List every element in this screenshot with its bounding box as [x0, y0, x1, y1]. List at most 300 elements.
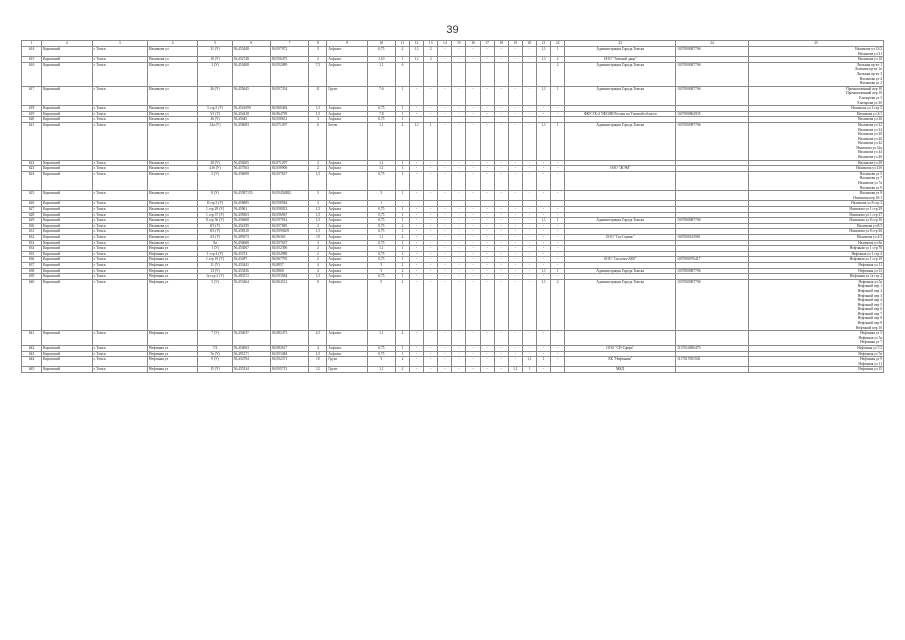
table-cell: - — [508, 357, 522, 367]
table-cell: Нахимова ул — [148, 160, 198, 166]
table-cell — [748, 357, 883, 367]
column-header: 19 — [508, 41, 522, 47]
table-cell: - — [438, 351, 452, 357]
table-cell: - — [480, 207, 494, 213]
table-cell: - — [508, 279, 522, 331]
table-cell: Асфальт — [327, 111, 367, 117]
table-cell: 84,9590409 — [270, 229, 308, 235]
table-cell: Нахимова ул 41б — [748, 166, 883, 172]
table-cell: 1 стр 19 (У) — [198, 257, 232, 263]
table-cell: 5 (У) — [198, 171, 232, 190]
table-cell: 0,75 — [367, 117, 395, 123]
table-cell: - — [452, 122, 466, 160]
table-cell: 56,4541699 — [232, 106, 270, 112]
table-cell: 0,75 — [367, 240, 395, 246]
table-cell: - — [537, 212, 551, 218]
table-cell: - — [551, 346, 565, 352]
table-cell: - — [410, 229, 424, 235]
table-cell: - — [494, 229, 508, 235]
table-cell: Нефтяная ул — [148, 257, 198, 263]
table-cell: 614 — [22, 47, 42, 57]
table-cell: г. Томск — [92, 257, 147, 263]
table-cell: - — [508, 234, 522, 240]
table-cell: 1,1 — [537, 268, 551, 274]
table-cell: Нахимова ул — [148, 218, 198, 224]
table-cell: - — [466, 223, 480, 229]
table-cell: Кировский — [42, 279, 92, 331]
cell-line: Лыткина пр-кт 1в — [854, 67, 882, 72]
page-number: 39 — [446, 24, 459, 36]
table-cell: 56,456668 — [232, 218, 270, 224]
table-cell: Кировский — [42, 106, 92, 112]
table-cell: 1,5 — [309, 207, 327, 213]
table-cell: - — [551, 207, 565, 213]
table-cell: - — [494, 357, 508, 367]
table-cell: 1,1 — [367, 367, 395, 373]
table-cell: 1 — [551, 268, 565, 274]
column-header: 17 — [480, 41, 494, 47]
column-header: 25 — [748, 41, 883, 47]
table-cell: - — [551, 166, 565, 172]
table-cell: - — [480, 346, 494, 352]
table-cell: 1 — [395, 346, 409, 352]
table-cell: 3 — [309, 201, 327, 207]
table-cell: - — [480, 106, 494, 112]
table-cell: 2 — [309, 223, 327, 229]
table-cell: 1,1 — [537, 122, 551, 160]
table-cell: г. Томск — [92, 229, 147, 235]
table-cell: - — [424, 268, 438, 274]
table-cell: - — [537, 223, 551, 229]
column-header: 3 — [92, 41, 147, 47]
column-header: 8 — [309, 41, 327, 47]
table-cell: 1,1 — [508, 367, 522, 373]
table-cell: 1047000165981 — [676, 234, 749, 240]
table-cell: - — [522, 111, 536, 117]
table-cell: 1 — [522, 367, 536, 373]
cell-line: Нефтяной пер 2 — [857, 288, 882, 293]
table-cell: 84,952989 — [270, 251, 308, 257]
table-cell: 56,453067 — [232, 246, 270, 252]
table-cell — [410, 62, 424, 86]
table-cell: - — [508, 223, 522, 229]
table-cell: 1,1 — [367, 331, 395, 346]
table-cell: - — [452, 223, 466, 229]
table-cell: - — [537, 351, 551, 357]
table-cell: - — [424, 111, 438, 117]
table-cell: Асфальт — [327, 218, 367, 224]
table-cell: 625 — [22, 191, 42, 201]
table-cell: - — [508, 47, 522, 57]
table-cell: Кировский — [42, 111, 92, 117]
table-cell: г. Томск — [92, 251, 147, 257]
table-cell: Нахимова ул 10 — [748, 57, 883, 63]
table-cell: - — [424, 223, 438, 229]
table-cell: Нахимова ул 1 стр 37 — [748, 212, 883, 218]
table-cell: 6 — [395, 62, 409, 86]
table-cell: 84,957657 — [270, 240, 308, 246]
table-cell: 84,952396 — [270, 246, 308, 252]
table-cell: 2 — [395, 262, 409, 268]
table-cell: Кировский — [42, 117, 92, 123]
table-cell: 56,45374 — [232, 251, 270, 257]
table-cell: Кировский — [42, 246, 92, 252]
table-cell: г. Томск — [92, 279, 147, 331]
table-cell: 1,5 — [309, 106, 327, 112]
table-cell: - — [508, 240, 522, 246]
table-cell: 56,45961 — [232, 207, 270, 213]
table-cell: - — [537, 111, 551, 117]
table-cell: Кировский — [42, 218, 92, 224]
table-cell: г. Томск — [92, 201, 147, 207]
table-cell: 2 — [395, 367, 409, 373]
table-cell: 84,957334 — [270, 86, 308, 105]
table-cell: - — [410, 240, 424, 246]
table-cell: - — [537, 166, 551, 172]
table-cell: 8 стр 36 (У) — [198, 218, 232, 224]
table-cell: 5 — [367, 279, 395, 331]
table-cell: - — [480, 251, 494, 257]
table-cell: Асфальт — [327, 223, 367, 229]
table-cell: - — [424, 171, 438, 190]
table-cell: - — [466, 346, 480, 352]
table-cell: - — [494, 160, 508, 166]
table-cell: - — [494, 346, 508, 352]
table-cell: Кировский — [42, 251, 92, 257]
table-cell: Нефтяная ул 1 стр 70 — [748, 246, 883, 252]
cell-line: Нефтяной пер 8 — [857, 316, 882, 321]
cell-line: Нефтяной пер 6 — [857, 307, 882, 312]
table-row — [22, 279, 884, 331]
table-cell: 2 — [309, 160, 327, 166]
table-cell: 1,1 — [537, 47, 551, 57]
table-cell: - — [522, 47, 536, 57]
table-cell: 1 — [395, 86, 409, 105]
table-cell: - — [438, 191, 452, 201]
table-cell: Нефтяная ул — [148, 279, 198, 331]
table-cell: 56,456699 — [232, 171, 270, 190]
table-cell: - — [522, 346, 536, 352]
table-cell: 1057000076417 — [676, 257, 749, 263]
cell-line: Нахимова ул 31/2 — [855, 47, 882, 51]
table-cell: - — [537, 229, 551, 235]
table-cell: Нахимова ул 4/3 — [748, 234, 883, 240]
table-cell: 56,454037 — [232, 331, 270, 346]
table-cell: 4 — [309, 346, 327, 352]
table-cell: - — [522, 106, 536, 112]
table-cell: 2 — [309, 57, 327, 63]
table-cell: - — [494, 331, 508, 346]
column-header: 1 — [22, 41, 42, 47]
table-cell: - — [508, 268, 522, 274]
cell-line: Нефтяной пер 4 — [857, 298, 882, 303]
table-cell: - — [410, 166, 424, 172]
table-cell: - — [537, 234, 551, 240]
table-cell: 633 — [22, 240, 42, 246]
table-cell: 0,75 — [367, 251, 395, 257]
table-cell: Нефтяная ул — [148, 251, 198, 257]
table-cell: - — [438, 212, 452, 218]
table-cell: - — [438, 234, 452, 240]
table-cell: - — [438, 47, 452, 57]
table-cell: - — [424, 212, 438, 218]
table-cell: - — [466, 218, 480, 224]
table-cell: - — [494, 111, 508, 117]
cell-line: Нахимова ул 8 — [859, 191, 882, 196]
table-cell: г. Томск — [92, 346, 147, 352]
table-cell: Кировский — [42, 257, 92, 263]
table-cell: - — [410, 351, 424, 357]
table-cell: Нахимова ул — [148, 166, 198, 172]
table-cell: 0,75 — [367, 257, 395, 263]
table-cell: - — [494, 57, 508, 63]
table-cell: 3 — [309, 240, 327, 246]
table-cell: 637 — [22, 262, 42, 268]
table-cell: Нахимова ул — [148, 212, 198, 218]
table-cell: г. Томск — [92, 171, 147, 190]
table-cell: 0,75 — [367, 223, 395, 229]
table-cell: - — [410, 106, 424, 112]
table-cell: - — [551, 246, 565, 252]
table-cell: г. Томск — [92, 240, 147, 246]
table-cell: Бетон — [327, 122, 367, 160]
table-cell: 636 — [22, 257, 42, 263]
table-cell: - — [452, 166, 466, 172]
table-cell: 3 стр 5 (У) — [198, 106, 232, 112]
table-cell: - — [494, 367, 508, 373]
table-cell: Нефтяная ул 1а стр 2 — [748, 274, 883, 280]
table-cell: - — [410, 346, 424, 352]
table-cell: - — [410, 234, 424, 240]
table-cell: г. Томск — [92, 117, 147, 123]
table-cell — [551, 367, 565, 373]
table-cell: г. Томск — [92, 234, 147, 240]
table-cell: 1,1 — [367, 166, 395, 172]
table-cell: 2 — [424, 57, 438, 63]
table-cell: 84,8868 — [270, 268, 308, 274]
table-cell: 1 (У) — [198, 246, 232, 252]
table-cell: - — [480, 257, 494, 263]
table-cell: 84,958023 — [270, 207, 308, 213]
table-cell: - — [537, 367, 551, 373]
table-cell — [565, 191, 676, 201]
table-cell: Асфальт — [327, 201, 367, 207]
table-cell: 0,75 — [367, 47, 395, 57]
table-cell: 1 — [395, 106, 409, 112]
table-row — [22, 47, 884, 57]
table-cell: г. Томск — [92, 212, 147, 218]
table-cell: г. Томск — [92, 122, 147, 160]
table-cell: - — [480, 279, 494, 331]
table-cell: - — [466, 57, 480, 63]
table-cell: - — [480, 212, 494, 218]
table-cell: Кировский — [42, 62, 92, 86]
table-cell: - — [452, 229, 466, 235]
table-cell: - — [438, 171, 452, 190]
table-cell: г. Томск — [92, 207, 147, 213]
cell-line: Нахимова ул 32 — [857, 122, 882, 127]
table-cell: 1,1 — [367, 122, 395, 160]
table-cell: Нефтяная ул 1 стр 4 — [748, 251, 883, 257]
table-cell — [565, 171, 676, 190]
table-cell: - — [480, 357, 494, 367]
column-header: 14 — [438, 41, 452, 47]
table-cell: - — [424, 346, 438, 352]
table-cell: - — [551, 351, 565, 357]
table-cell: 1,1 — [410, 47, 424, 57]
table-cell: - — [452, 160, 466, 166]
table-cell: 1 стр 29 (У) — [198, 207, 232, 213]
table-cell: - — [537, 246, 551, 252]
table-cell: 9 (У) — [198, 357, 232, 367]
table-cell — [748, 47, 883, 57]
table-cell: - — [410, 160, 424, 166]
table-cell: - — [480, 240, 494, 246]
table-cell — [748, 171, 883, 190]
table-cell: 2 — [395, 251, 409, 257]
table-cell: 0,75 — [367, 351, 395, 357]
table-cell — [748, 191, 883, 201]
table-cell: - — [438, 160, 452, 166]
table-cell: Нефтяная ул — [148, 346, 198, 352]
table-cell: 84,953484 — [270, 351, 308, 357]
table-cell: - — [551, 257, 565, 263]
table-cell: 84,958584 — [270, 201, 308, 207]
table-cell: 616 — [22, 62, 42, 86]
table-cell: - — [480, 234, 494, 240]
table-cell: - — [480, 229, 494, 235]
table-cell: Нефтяная ул — [148, 262, 198, 268]
table-cell — [537, 62, 551, 86]
table-cell: 31 (У) — [198, 47, 232, 57]
table-cell: - — [466, 234, 480, 240]
table-cell: ЕК "Нефтяник" — [565, 357, 676, 367]
table-cell: - — [438, 367, 452, 373]
cell-line: Нефтяная ул 7 — [860, 340, 882, 345]
table-cell — [676, 171, 749, 190]
table-cell: - — [424, 279, 438, 331]
table-cell: - — [508, 251, 522, 257]
cell-line: Промышленный пер 10 — [846, 91, 882, 96]
table-cell: Нахимова ул 1 стр 29 — [748, 207, 883, 213]
table-cell: ФКУ ГК-4 УФСИН России по Томской области — [565, 111, 676, 117]
table-cell: 634 — [22, 246, 42, 252]
table-cell: - — [551, 274, 565, 280]
table-cell: г. Томск — [92, 47, 147, 57]
table-cell: Кировский — [42, 207, 92, 213]
cell-line: Нефтяной пер 9 — [857, 321, 882, 326]
table-cell: - — [424, 351, 438, 357]
table-cell — [748, 331, 883, 346]
table-cell: г. Томск — [92, 223, 147, 229]
table-cell: 0,75 — [367, 229, 395, 235]
table-cell: Нефтяная ул — [148, 357, 198, 367]
table-cell: - — [410, 268, 424, 274]
table-cell: 56,483572 — [232, 274, 270, 280]
table-row — [22, 367, 884, 373]
table-cell: - — [452, 279, 466, 331]
column-header: 12 — [410, 41, 424, 47]
table-cell: - — [480, 166, 494, 172]
table-cell: - — [522, 212, 536, 218]
table-cell: - — [537, 274, 551, 280]
cell-line: Нахимова ул 4 — [859, 76, 882, 81]
table-cell: 84,964512 — [270, 279, 308, 331]
table-cell: Кировский — [42, 268, 92, 274]
table-cell: - — [551, 212, 565, 218]
table-cell: 10 (У) — [198, 57, 232, 63]
table-cell: - — [522, 331, 536, 346]
table-cell: - — [494, 240, 508, 246]
table-cell: - — [452, 257, 466, 263]
table-cell: 56,454195 — [232, 223, 270, 229]
table-cell: Грунт — [327, 86, 367, 105]
table-cell: Асфальт — [327, 262, 367, 268]
table-cell: 12 — [309, 367, 327, 373]
table-cell: Нефтяная ул 7/2 — [748, 346, 883, 352]
table-cell: г. Томск — [92, 274, 147, 280]
table-cell: - — [438, 218, 452, 224]
table-cell: - — [438, 357, 452, 367]
table-cell: 5 — [367, 268, 395, 274]
table-cell: Нахимова ул 8/3 — [748, 223, 883, 229]
table-cell: - — [494, 279, 508, 331]
table-cell: 7,6 — [367, 86, 395, 105]
table-cell: Нахимова ул — [148, 106, 198, 112]
table-cell: 56,45645 — [232, 117, 270, 123]
column-header: 24 — [676, 41, 749, 47]
table-cell: - — [424, 331, 438, 346]
table-cell: 1,5 — [309, 212, 327, 218]
table-cell — [748, 62, 883, 86]
table-cell: Кировский — [42, 160, 92, 166]
table-cell: - — [466, 331, 480, 346]
table-cell: - — [480, 111, 494, 117]
cell-line: Нефтяная ул 5а — [858, 279, 882, 284]
table-cell: 56,454784 — [232, 357, 270, 367]
table-cell: 615 — [22, 57, 42, 63]
table-cell: - — [551, 191, 565, 201]
table-cell: - — [410, 111, 424, 117]
table-cell: 84,953584 — [270, 274, 308, 280]
table-cell: - — [551, 251, 565, 257]
table-cell: - — [466, 351, 480, 357]
table-cell: 643 — [22, 351, 42, 357]
table-cell: 1,1 — [367, 160, 395, 166]
table-cell: 1,5 — [309, 218, 327, 224]
table-cell: 1037000087706 — [676, 279, 749, 331]
table-cell: 645 — [22, 367, 42, 373]
table-cell: 640 — [22, 279, 42, 331]
table-cell: Нахимова ул — [148, 223, 198, 229]
table-cell: - — [537, 171, 551, 190]
table-cell: - — [452, 57, 466, 63]
table-cell: - — [480, 57, 494, 63]
table-cell: - — [466, 268, 480, 274]
table-cell: - — [438, 111, 452, 117]
table-cell: - — [424, 234, 438, 240]
table-cell: 2 — [551, 279, 565, 331]
table-cell: Нахимова ул 36 — [748, 117, 883, 123]
table-cell: г. Томск — [92, 57, 147, 63]
table-cell: 1,5 — [309, 351, 327, 357]
table-cell: Асфальт — [327, 351, 367, 357]
table-cell: 1 — [367, 201, 395, 207]
table-cell: 6 — [309, 122, 327, 160]
table-cell: - — [466, 274, 480, 280]
table-cell: - — [551, 171, 565, 190]
table-cell: - — [438, 257, 452, 263]
